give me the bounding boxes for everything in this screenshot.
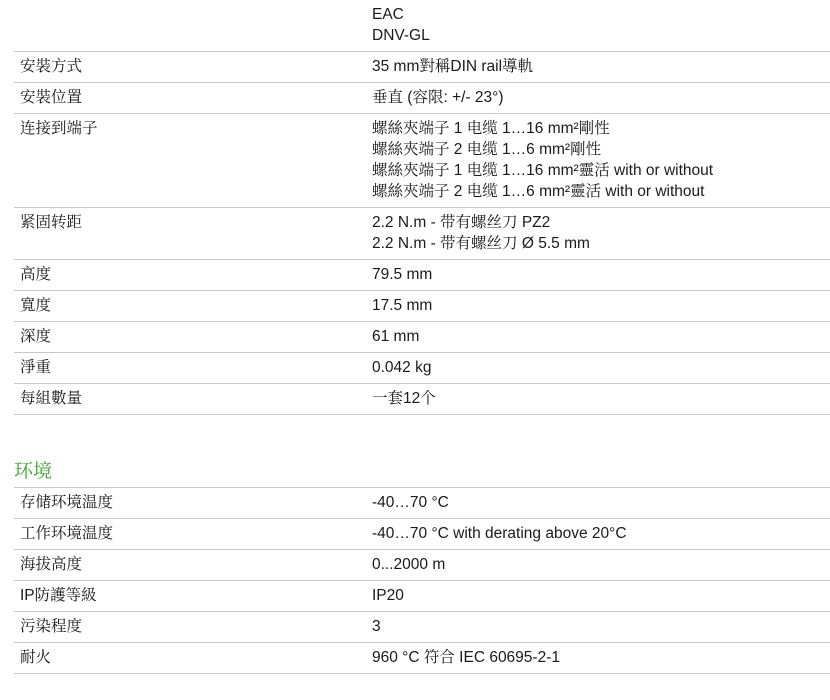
spec-label — [14, 4, 372, 46]
spec-row-package-quantity — [14, 384, 830, 415]
spec-value-line: 垂直 (容限: +/- 23°) — [372, 89, 504, 106]
spec-label: 寬度 — [20, 297, 52, 314]
spec-label: 安裝位置 — [20, 89, 83, 106]
spec-value — [372, 523, 830, 544]
spec-value-line: 螺絲夾端子 1 电缆 1…16 mm²剛性 — [372, 120, 610, 137]
spec-value — [372, 264, 830, 285]
spec-row-storage-temperature — [14, 488, 830, 519]
spec-value-line: -40…70 °C — [372, 494, 449, 511]
spec-label: 高度 — [20, 266, 52, 283]
spec-value-line: -40…70 °C with derating above 20°C — [372, 525, 627, 542]
spec-label: 淨重 — [20, 359, 52, 376]
spec-value — [372, 118, 830, 202]
spec-row-certifications — [14, 0, 830, 52]
spec-value — [372, 616, 830, 637]
spec-row-ip-rating — [14, 581, 830, 612]
spec-value-line: 2.2 N.m - 带有螺丝刀 Ø 5.5 mm — [372, 235, 590, 252]
spec-label: 存储环境温度 — [20, 494, 114, 511]
spec-row-mounting-support — [14, 52, 830, 83]
spec-value-line: IP20 — [372, 587, 404, 604]
spec-value-line: 0...2000 m — [372, 556, 446, 573]
spec-label: IP防護等級 — [20, 587, 97, 604]
spec-value-line: 螺絲夾端子 2 电缆 1…6 mm²靈活 with or without — [372, 183, 705, 200]
spec-table-general — [14, 0, 830, 415]
spec-value-line: EAC — [372, 6, 404, 23]
spec-value — [372, 87, 830, 108]
spec-value-line: 螺絲夾端子 1 电缆 1…16 mm²靈活 with or without — [372, 162, 714, 179]
spec-value — [372, 357, 830, 378]
spec-value — [372, 326, 830, 347]
section-title-environment: 环境 — [14, 460, 830, 488]
spec-label: 污染程度 — [20, 618, 83, 635]
spec-label: 深度 — [20, 328, 52, 345]
spec-row-fire-resistance — [14, 643, 830, 674]
spec-label: 连接到端子 — [20, 120, 98, 137]
spec-label: 耐火 — [20, 649, 52, 666]
spec-row-mounting-position — [14, 83, 830, 114]
spec-table-environment — [14, 488, 830, 674]
spec-label: 安裝方式 — [20, 58, 83, 75]
spec-row-height — [14, 260, 830, 291]
spec-value-line: 2.2 N.m - 带有螺丝刀 PZ2 — [372, 214, 551, 231]
spec-label: 紧固转距 — [20, 214, 83, 231]
spec-value-line: 螺絲夾端子 2 电缆 1…6 mm²剛性 — [372, 141, 602, 158]
spec-label: 海拔高度 — [20, 556, 83, 573]
spec-value — [372, 212, 830, 254]
spec-value — [372, 647, 830, 668]
spec-value — [372, 295, 830, 316]
spec-sheet — [14, 0, 830, 674]
spec-value-line: DNV-GL — [372, 27, 430, 44]
spec-value-line: 一套12个 — [372, 390, 436, 407]
spec-value — [372, 492, 830, 513]
spec-value-line: 17.5 mm — [372, 297, 433, 314]
spec-value-line: 960 °C 符合 IEC 60695-2-1 — [372, 649, 560, 666]
spec-row-net-weight — [14, 353, 830, 384]
spec-value — [372, 554, 830, 575]
spec-value-line: 79.5 mm — [372, 266, 433, 283]
spec-row-operating-temperature — [14, 519, 830, 550]
spec-value — [372, 56, 830, 77]
spec-row-width — [14, 291, 830, 322]
spec-row-tightening-torque — [14, 208, 830, 260]
spec-row-depth — [14, 322, 830, 353]
spec-row-altitude — [14, 550, 830, 581]
spec-value — [372, 388, 830, 409]
spec-value — [372, 4, 830, 46]
spec-label: 工作环境温度 — [20, 525, 114, 542]
spec-value-line: 3 — [372, 618, 381, 635]
spec-value-line: 61 mm — [372, 328, 420, 345]
spec-value-line: 35 mm對稱DIN rail導軌 — [372, 58, 534, 75]
spec-value — [372, 585, 830, 606]
spec-label: 每組數量 — [20, 390, 83, 407]
spec-row-connections — [14, 114, 830, 208]
spec-row-pollution-degree — [14, 612, 830, 643]
spec-value-line: 0.042 kg — [372, 359, 432, 376]
